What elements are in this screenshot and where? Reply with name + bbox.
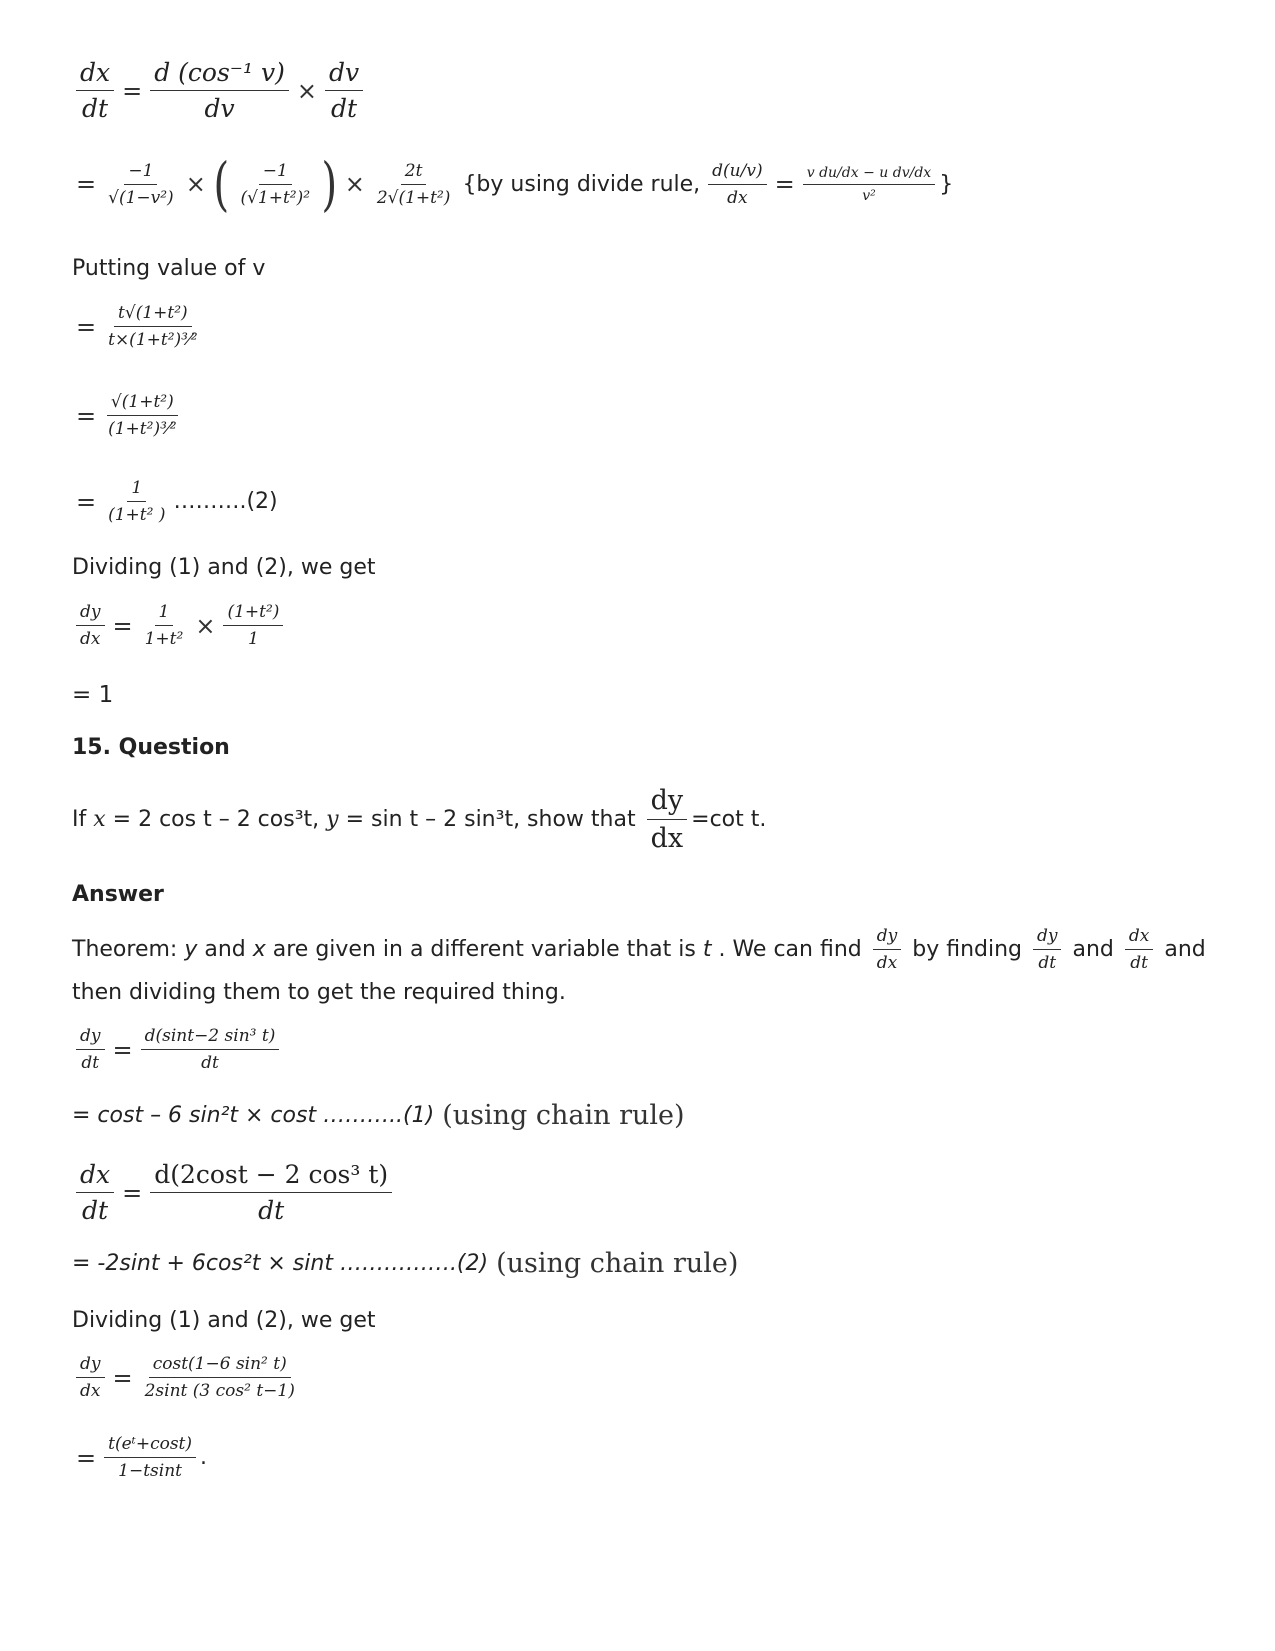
dividing-text-1: Dividing (1) and (2), we get: [72, 555, 376, 580]
equation-tag: ……….(2): [173, 489, 278, 514]
frac-dx-dt: $\frac{dx}{dt}$: [76, 58, 114, 123]
frac-1-over: $\frac{1}{\text{1+t²}}$: [144, 602, 184, 649]
chain-rule-note: (using chain rule): [442, 1100, 685, 1131]
step-a: = $\frac{\text{t√(1+t²)}}{\text{t×(1+t²)³⁄²}}$: [72, 303, 206, 350]
eq-dxdt-chain: [72, 58, 367, 123]
theorem-line-2: then dividing them to get the required thing.: [72, 980, 566, 1005]
question-title: 15. Question: [72, 735, 230, 760]
frac-d-sint: $\frac{\text{d(sint−2 sin³ t)}}{dt}$: [141, 1026, 280, 1073]
line-eq-1: = cost – 6 sin²t × cost ………..(1) (using chain rule): [72, 1100, 685, 1131]
theorem-line-1: Theorem: y and x are given in a different variable that is t . We can find $\frac{dy}{dx}$ by finding $\frac{dy}{dt}$ and $\frac{dx}{dt}$ and: [72, 926, 1206, 973]
frac-neg1-sqrt: $\frac{-1}{\text{√(1−v²)}}$: [108, 160, 174, 208]
question-text: If x = 2 cos t – 2 cos³t, y = sin t – 2 sin³t, show that $\frac{dy}{dx}$ =cot t.: [72, 785, 767, 854]
step-e: $\frac{dy}{dx}$ = $\frac{\text{cost(1−6 sin² t)}}{\text{2sint (3 cos² t−1)}}$: [72, 1354, 303, 1401]
putting-value-text: Putting value of v: [72, 256, 266, 281]
frac-dy-dx-question: $\frac{dy}{dx}$: [647, 785, 688, 854]
eq-dxdt-2: $\frac{dx}{dt}$ = $\frac{\text{d(2cost − 2 cos³ t)}}{dt}$: [72, 1160, 396, 1225]
frac-d-2cost: $\frac{\text{d(2cost − 2 cos³ t)}}{dt}$: [150, 1160, 392, 1225]
step-f: = $\frac{\text{t(eᵗ+cost)}}{1-tsint}$ .: [76, 1434, 208, 1481]
line-eq-2: = -2sint + 6cos²t × sint …………….(2) (using chain rule): [72, 1248, 739, 1279]
step-b: = $\frac{\text{√(1+t²)}}{\text{(1+t²)³⁄²}}$: [72, 392, 185, 439]
frac-step-b: $\frac{\text{√(1+t²)}}{\text{(1+t²)³⁄²}}$: [108, 392, 177, 439]
frac-dv-dt: $\frac{dv}{dt}$: [325, 58, 363, 123]
frac-dy-dx-2: $\frac{dy}{dx}$: [76, 1354, 105, 1401]
frac-dy-dx: $\frac{dy}{dx}$: [76, 602, 105, 649]
step-d: $\frac{dy}{dx}$ = $\frac{1}{\text{1+t²}}$ × $\frac{\text{(1+t²)}}{1}$: [72, 602, 287, 649]
eq-dydt: $\frac{dy}{dt}$ = $\frac{\text{d(sint−2 sin³ t)}}{dt}$: [72, 1026, 283, 1073]
left-paren: (: [213, 150, 230, 218]
frac-dy-dt-theorem: $\frac{dy}{dt}$: [1033, 926, 1062, 973]
frac-dcosinv-dv: $\frac{\text{d (cos⁻¹ v)}}{dv}$: [150, 58, 289, 123]
frac-cost-over-2sint: $\frac{\text{cost(1−6 sin² t)}}{\text{2sint (3 cos² t−1)}}$: [144, 1354, 295, 1401]
frac-dy-dx-theorem: $\frac{dy}{dx}$: [873, 926, 902, 973]
frac-final: $\frac{\text{t(eᵗ+cost)}}{1-tsint}$: [104, 1434, 196, 1481]
divide-rule-text: {by using divide rule,: [462, 171, 701, 197]
frac-quotient-rule: $\frac{\text{v du/dx − u dv/dx}}{\text{v²}}$: [803, 165, 935, 204]
equals-sign: =: [122, 76, 143, 105]
right-paren: ): [321, 150, 338, 218]
frac-step-a: $\frac{\text{t√(1+t²)}}{\text{t×(1+t²)³⁄²}}$: [108, 303, 198, 350]
frac-step-c: $\frac{1}{\text{(1+t² )}}$: [108, 478, 166, 525]
answer-title: Answer: [72, 882, 164, 907]
result-1: = 1: [72, 682, 114, 708]
frac-neg1-sqrt-sq: $\frac{-1}{\text{(√1+t²)²}}$: [240, 160, 311, 208]
eq-product-line: = $\frac{-1}{\text{√(1−v²)}}$ × ( $\frac{-1}{\text{(√1+t²)²}}$ ) × $\frac{2t}{\text{2√(1+t²)}}$ {by using divide rule, $\frac{d(u/v)}{dx}$ = $\frac{\text{v du/dx − u dv/dx}}{\text{v²}}$ }: [76, 150, 954, 218]
chain-rule-note-2: (using chain rule): [496, 1248, 739, 1279]
frac-dx-dt-2: $\frac{dx}{dt}$: [76, 1160, 114, 1225]
frac-dy-dt: $\frac{dy}{dt}$: [76, 1026, 105, 1073]
frac-1plus-t2: $\frac{\text{(1+t²)}}{1}$: [223, 602, 283, 649]
dividing-text-2: Dividing (1) and (2), we get: [72, 1308, 376, 1333]
frac-du-v-dx: $\frac{d(u/v)}{dx}$: [708, 161, 766, 208]
frac-2t: $\frac{2t}{\text{2√(1+t²)}}$: [376, 160, 451, 208]
step-c: = $\frac{1}{\text{(1+t² )}}$ ……….(2): [76, 478, 278, 525]
times-sign: ×: [296, 76, 317, 105]
frac-dx-dt-theorem: $\frac{dx}{dt}$: [1125, 926, 1153, 973]
